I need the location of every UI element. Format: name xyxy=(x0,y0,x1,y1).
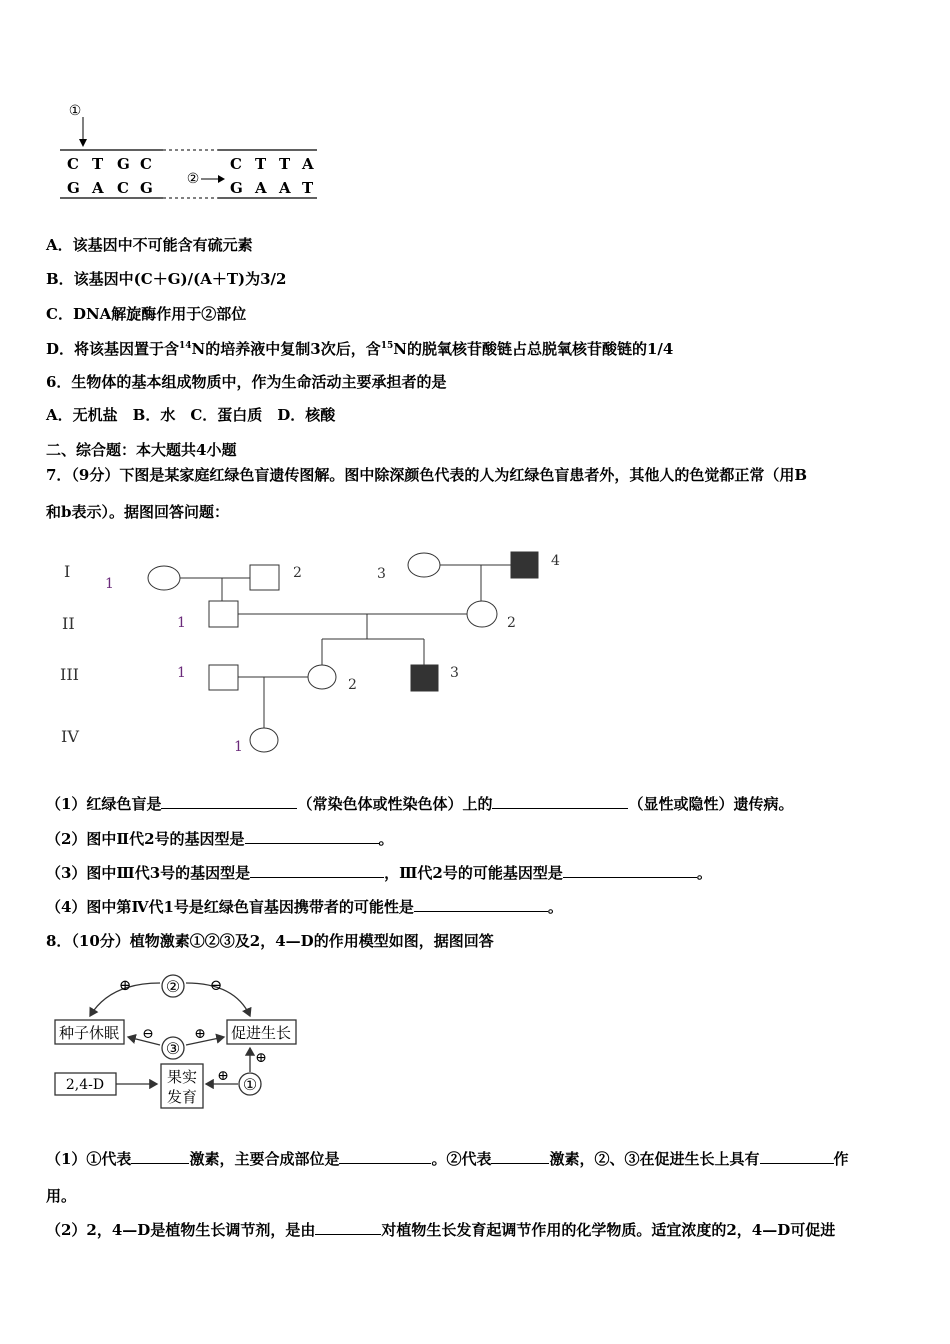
answer-blank[interactable] xyxy=(250,863,384,878)
answer-blank[interactable] xyxy=(760,1149,834,1164)
text: 。 xyxy=(378,830,394,848)
text: N的培养液中复制3次后，含 xyxy=(191,340,381,358)
q5-option-d xyxy=(46,339,673,359)
text: （1）①代表 xyxy=(46,1150,132,1168)
text: （2）2，4—D是植物生长调节剂，是由 xyxy=(46,1221,316,1239)
answer-blank[interactable] xyxy=(492,794,628,809)
text: （4）图中第Ⅳ代1号是红绿色盲基因携带者的可能性是 xyxy=(46,898,414,916)
pedigree-chart xyxy=(50,540,590,770)
isotope-15: 15 xyxy=(380,341,394,351)
female-I-3 xyxy=(408,553,440,577)
answer-blank[interactable] xyxy=(563,863,697,878)
q7-sub4 xyxy=(46,897,563,917)
q8-sub2 xyxy=(46,1220,835,1240)
text: D．将该基因置于含 xyxy=(46,340,180,358)
female-III-2 xyxy=(308,665,336,689)
q7-sub1 xyxy=(46,794,793,814)
individual-label: 2 xyxy=(348,677,357,693)
q7-stem-line1: 7．（9分）下图是某家庭红绿色盲遗传图解。图中除深颜色代表的人为红绿色盲患者外，其他人的色觉都正常（用B xyxy=(46,466,808,484)
base: A xyxy=(255,179,267,197)
base: C xyxy=(230,155,242,173)
female-I-1 xyxy=(148,566,180,590)
q6-stem: 6．生物体的基本组成物质中，作为生命活动主要承担者的是 xyxy=(46,373,447,391)
dna-top-left xyxy=(67,155,152,173)
text: 。 xyxy=(696,864,712,882)
text: N的脱氧核苷酸链占总脱氧核苷酸链的1/4 xyxy=(393,340,674,358)
text: 激素，②、③在促进生长上具有 xyxy=(549,1150,760,1168)
text: 。②代表 xyxy=(431,1150,492,1168)
base: A xyxy=(302,155,314,173)
female-IV-1 xyxy=(250,728,278,752)
hormone-2-label: ② xyxy=(165,977,181,996)
box-promote-growth-label: 促进生长 xyxy=(230,1024,292,1042)
marker-2: ② xyxy=(186,171,200,187)
individual-label: 1 xyxy=(234,739,243,755)
box-fruit-line2: 发育 xyxy=(166,1088,198,1106)
text: 激素，主要合成部位是 xyxy=(189,1150,340,1168)
base: G xyxy=(230,179,243,197)
q7-sub2 xyxy=(46,829,394,849)
female-II-2 xyxy=(467,601,497,627)
hormone-diagram xyxy=(50,968,310,1113)
section-heading: 二、综合题：本大题共4小题 xyxy=(46,441,237,459)
answer-blank[interactable] xyxy=(491,1149,549,1164)
q8-sub1 xyxy=(46,1149,849,1169)
minus-sign: ⊖ xyxy=(142,1026,154,1042)
dna-figure xyxy=(55,95,330,205)
individual-label: 1 xyxy=(105,576,114,592)
male-II-1 xyxy=(209,601,238,627)
q7-stem-line2: 和b表示）。据图回答问题： xyxy=(46,503,229,521)
isotope-14: 14 xyxy=(179,341,192,351)
hormone-3-label: ③ xyxy=(165,1039,181,1058)
q6-options: A．无机盐 B．水 C．蛋白质 D．核酸 xyxy=(46,406,336,424)
base: C xyxy=(140,155,152,173)
male-I-4-affected xyxy=(511,552,538,578)
q7-sub3 xyxy=(46,863,712,883)
dna-top-right xyxy=(230,155,314,173)
minus-sign: ⊖ xyxy=(209,976,223,994)
text: （2）图中Ⅱ代2号的基因型是 xyxy=(46,830,245,848)
text: （1）红绿色盲是 xyxy=(46,795,162,813)
text: 对植物生长发育起调节作用的化学物质。适宜浓度的2，4—D可促进 xyxy=(381,1221,836,1239)
q5-option-c: C．DNA解旋酶作用于②部位 xyxy=(46,305,247,323)
q5-option-b: B．该基因中(C＋G)/(A＋T)为3/2 xyxy=(46,270,287,288)
text: （3）图中Ⅲ代3号的基因型是 xyxy=(46,864,251,882)
base: A xyxy=(279,179,291,197)
base: G xyxy=(67,179,80,197)
generation-label: III xyxy=(60,665,79,684)
base: T xyxy=(302,179,314,197)
answer-blank[interactable] xyxy=(414,897,548,912)
hormone-1-label: ① xyxy=(242,1075,258,1094)
text: 。 xyxy=(547,898,563,916)
individual-label: 1 xyxy=(177,665,186,681)
base: T xyxy=(279,155,291,173)
marker-1: ① xyxy=(68,103,82,119)
male-III-1 xyxy=(209,665,238,690)
answer-blank[interactable] xyxy=(339,1149,431,1164)
base: T xyxy=(255,155,267,173)
base: G xyxy=(140,179,153,197)
base: C xyxy=(117,179,129,197)
answer-blank[interactable] xyxy=(161,794,297,809)
individual-label: 2 xyxy=(507,615,516,631)
individual-label: 2 xyxy=(293,565,302,581)
text: 作 xyxy=(833,1150,849,1168)
plus-sign: ⊕ xyxy=(118,976,132,994)
male-I-2 xyxy=(250,565,279,590)
box-seed-dormancy-label: 种子休眠 xyxy=(58,1024,120,1042)
answer-blank[interactable] xyxy=(245,829,379,844)
answer-blank[interactable] xyxy=(315,1220,381,1235)
individual-label: 1 xyxy=(177,615,186,631)
plus-sign: ⊕ xyxy=(217,1068,229,1084)
dna-bottom-right xyxy=(230,179,314,197)
male-III-3-affected xyxy=(411,665,438,691)
generation-label: I xyxy=(64,562,71,581)
generation-label: II xyxy=(62,614,75,633)
text: （常染色体或性染色体）上的 xyxy=(297,795,493,813)
plus-sign: ⊕ xyxy=(194,1026,206,1042)
text: ，Ⅲ代2号的可能基因型是 xyxy=(384,864,563,882)
individual-label: 3 xyxy=(377,566,386,582)
individual-label: 3 xyxy=(450,665,459,681)
individual-label: 4 xyxy=(551,553,560,569)
box-fruit-line1: 果实 xyxy=(166,1068,198,1086)
box-24d-label: 2,4-D xyxy=(65,1077,105,1093)
base: T xyxy=(92,155,104,173)
q8-stem: 8．（10分）植物激素①②③及2，4—D的作用模型如图，据图回答 xyxy=(46,932,494,950)
base: G xyxy=(117,155,130,173)
dna-bottom-left xyxy=(67,179,153,197)
q8-sub1-cont: 用。 xyxy=(46,1187,77,1205)
text: （显性或隐性）遗传病。 xyxy=(628,795,794,813)
base: C xyxy=(67,155,79,173)
generation-label: IV xyxy=(61,727,79,746)
plus-sign: ⊕ xyxy=(255,1050,267,1066)
q5-option-a: A．该基因中不可能含有硫元素 xyxy=(46,236,253,254)
base: A xyxy=(92,179,104,197)
answer-blank[interactable] xyxy=(131,1149,189,1164)
